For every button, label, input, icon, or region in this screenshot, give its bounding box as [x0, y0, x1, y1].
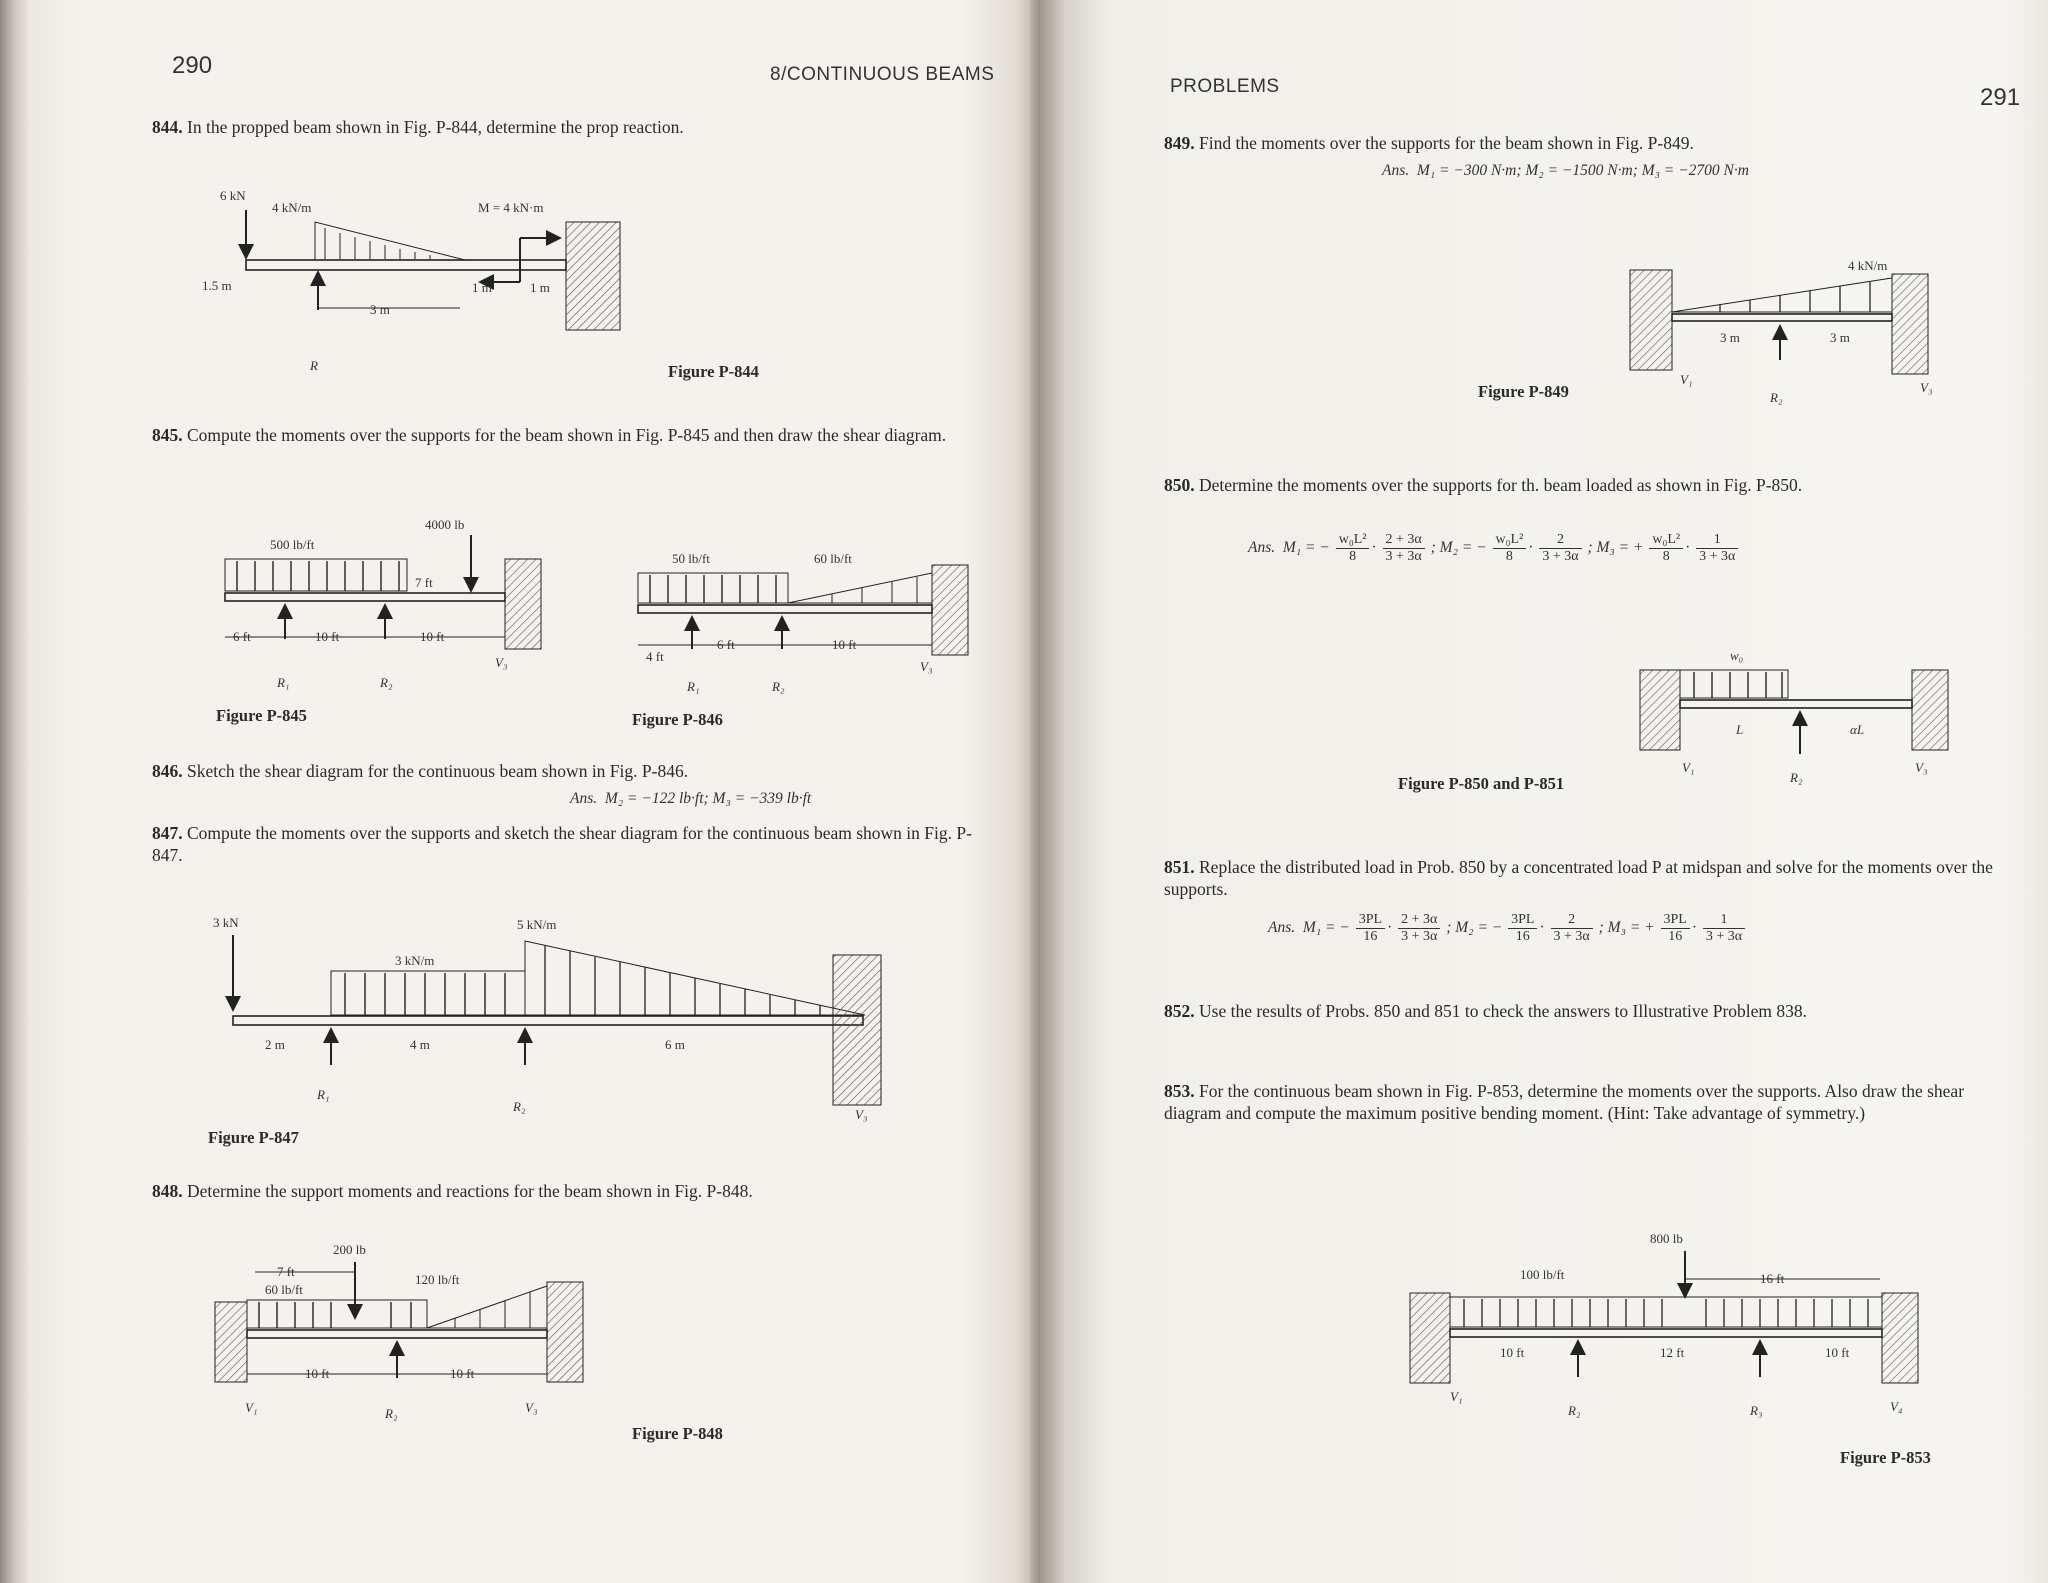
dim-2: 3 m — [370, 302, 390, 317]
label-v1: V₁ — [1680, 372, 1693, 387]
dim-7: 7 ft — [415, 575, 433, 590]
dim-1: 1.5 m — [202, 278, 232, 293]
dim-4: 1 m — [530, 280, 550, 295]
label-w0: w₀ — [1730, 648, 1744, 663]
label-v1: V₁ — [1450, 1389, 1463, 1404]
dim-3: 1 m — [472, 280, 492, 295]
figure-p848 — [215, 1240, 595, 1430]
running-head: 8/CONTINUOUS BEAMS — [770, 64, 995, 85]
problem-845: 845. Compute the moments over the supports for the beam shown in Fig. P-845 and then draw the shear diagram. — [152, 425, 947, 445]
dim-1: 10 ft — [305, 1366, 330, 1381]
label-w: 500 lb/ft — [270, 537, 315, 552]
label-w2: 120 lb/ft — [415, 1272, 460, 1287]
label-alpha-l: αL — [1850, 722, 1865, 737]
problem-846: 846. Sketch the shear diagram for the continuous beam shown in Fig. P-846. — [152, 761, 689, 781]
answer-849: Ans. M₁ = −300 N·m; M₂ = −1500 N·m; M₃ = −2700 N·m — [1382, 162, 1749, 179]
dim-2: 4 m — [410, 1037, 430, 1052]
label-w2: 60 lb/ft — [814, 551, 852, 566]
label-w1: 3 kN/m — [395, 953, 435, 968]
label-r2: R₂ — [380, 675, 393, 690]
dim-2: 3 m — [1830, 330, 1850, 345]
label-r2: R₂ — [772, 679, 785, 694]
dim-2: 6 ft — [717, 637, 735, 652]
page-number: 291 — [1980, 84, 2021, 111]
problem-849: 849. Find the moments over the supports for the beam shown in Fig. P-849. — [1164, 133, 1694, 153]
label-r1: R₁ — [277, 675, 290, 690]
label-r1: R₁ — [687, 679, 700, 694]
dim-1: 10 ft — [1500, 1345, 1525, 1360]
dim-1: 3 m — [1720, 330, 1740, 345]
label-v3: V₃ — [495, 655, 508, 670]
dim-3: 6 m — [665, 1037, 685, 1052]
label-r2: R₂ — [1568, 1403, 1581, 1418]
dim-3: 10 ft — [832, 637, 857, 652]
label-v1: V₁ — [245, 1400, 258, 1415]
problem-851: 851. Replace the distributed load in Prob. 850 by a concentrated load P at midspan and solve for the moments over the supports. — [1164, 857, 1993, 899]
dim-16: 16 ft — [1760, 1271, 1785, 1286]
label-w: 100 lb/ft — [1520, 1267, 1565, 1282]
label-v3: V₃ — [1915, 760, 1928, 775]
dim-2: 12 ft — [1660, 1345, 1685, 1360]
label-v4: V₄ — [1890, 1399, 1903, 1414]
caption-p853: Figure P-853 — [1840, 1448, 1931, 1467]
label-load: 800 lb — [1650, 1231, 1683, 1246]
figure-p845 — [215, 515, 555, 695]
right-page — [1040, 0, 2048, 1583]
label-moment: M = 4 kN·m — [478, 200, 544, 215]
problem-847: 847. Compute the moments over the supports and sketch the shear diagram for the continuous beam shown in Fig. P-847. — [152, 823, 972, 865]
caption-p844: Figure P-844 — [668, 362, 759, 381]
problem-844: 844. In the propped beam shown in Fig. P-844, determine the prop reaction. — [152, 117, 684, 137]
label-r3: R₃ — [1750, 1403, 1763, 1418]
label-v3: V₃ — [920, 659, 933, 674]
dim-1: 6 ft — [233, 629, 251, 644]
label-r2: R₂ — [1770, 390, 1783, 405]
label-r2: R₂ — [1790, 770, 1803, 785]
problem-850: 850. Determine the moments over the supports for th. beam loaded as shown in Fig. P-850. — [1164, 475, 1803, 495]
dim-3: 10 ft — [420, 629, 445, 644]
label-w: 4 kN/m — [1848, 258, 1888, 273]
caption-p848: Figure P-848 — [632, 1424, 723, 1443]
problem-853: 853. For the continuous beam shown in Fig. P-853, determine the moments over the supports. Also draw the shear diagram and compute the maximum positive bending moment. (Hint: Take advantage of symmetry.) — [1164, 1081, 1965, 1123]
dim-2: 10 ft — [450, 1366, 475, 1381]
label-v3: V₃ — [855, 1107, 868, 1122]
label-r1: R₁ — [317, 1087, 330, 1102]
dim-1: 4 ft — [646, 649, 664, 664]
label-r2: R₂ — [385, 1406, 398, 1421]
answer-850: Ans. M₁ = − $\frac{\text{w₀L²}}{8}$ · $\frac{2 + 3\alpha}{3 + 3\alpha}$ ; M₂ = − $\frac{\text{w₀L²}}{8}$ · $\frac{2}{3 + 3\alpha}$ ; M₃ = + $\frac{\text{w₀L²}}{8}$ · $\frac{1}{3 + 3\alpha}$ — [1248, 532, 1740, 565]
label-v1: V₁ — [1682, 760, 1695, 775]
caption-p846: Figure P-846 — [632, 710, 723, 729]
dim-7: 7 ft — [277, 1264, 295, 1279]
figure-p844 — [200, 180, 620, 380]
caption-p845: Figure P-845 — [216, 706, 307, 725]
figure-p850 — [1640, 640, 1960, 790]
label-l: L — [1736, 722, 1744, 737]
figure-p853 — [1410, 1225, 1990, 1425]
problem-848: 848. Determine the support moments and reactions for the beam shown in Fig. P-848. — [152, 1181, 753, 1201]
label-load: 3 kN — [213, 915, 239, 930]
figure-p846 — [632, 545, 982, 705]
label-r: R — [310, 358, 318, 373]
label-load: 6 kN — [220, 188, 246, 203]
caption-p847: Figure P-847 — [208, 1128, 299, 1147]
caption-p849: Figure P-849 — [1478, 382, 1569, 401]
label-r2: R₂ — [513, 1099, 526, 1114]
label-load: 200 lb — [333, 1242, 366, 1257]
caption-p850: Figure P-850 and P-851 — [1398, 774, 1565, 793]
dim-3: 10 ft — [1825, 1345, 1850, 1360]
problem-852: 852. Use the results of Probs. 850 and 851 to check the answers to Illustrative Problem 838. — [1164, 1001, 1808, 1021]
page-number: 290 — [172, 52, 213, 79]
answer-846: Ans. M₂ = −122 lb·ft; M₃ = −339 lb·ft — [570, 790, 812, 807]
label-w1: 60 lb/ft — [265, 1282, 303, 1297]
dim-2: 10 ft — [315, 629, 340, 644]
label-w1: 50 lb/ft — [672, 551, 710, 566]
label-load: 4000 lb — [425, 517, 465, 532]
running-head: PROBLEMS — [1170, 76, 1280, 97]
label-v3: V₃ — [525, 1400, 538, 1415]
label-w: 4 kN/m — [272, 200, 312, 215]
figure-p847 — [205, 915, 915, 1125]
answer-851: Ans. M₁ = − $\frac{3PL}{16}$ · $\frac{2 + 3\alpha}{3 + 3\alpha}$ ; M₂ = − $\frac{3PL}{16}$ · $\frac{2}{3 + 3\alpha}$ ; M₃ = + $\frac{3PL}{16}$ · $\frac{1}{3 + 3\alpha}$ — [1268, 912, 1747, 945]
figure-p849 — [1630, 250, 1970, 410]
label-v3: V₃ — [1920, 380, 1933, 395]
label-w2: 5 kN/m — [517, 917, 557, 932]
dim-1: 2 m — [265, 1037, 285, 1052]
